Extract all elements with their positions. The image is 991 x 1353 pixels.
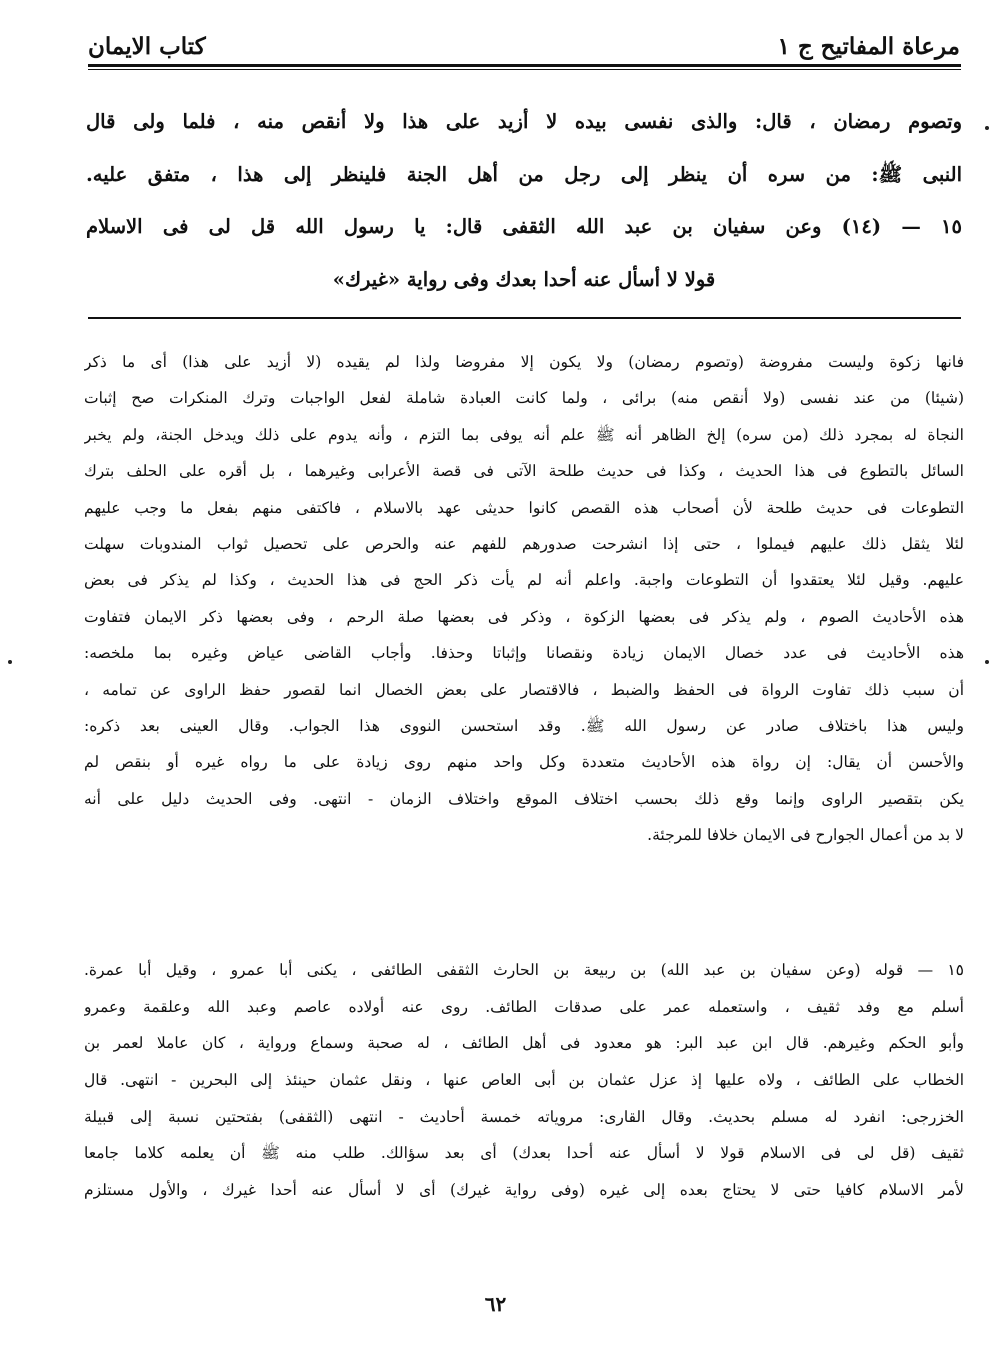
commentary-line: عليهم. وقيل لئلا يعتقدوا أن التطوعات واجبة. واعلم أنه لم يأت ذكر الحج فى هذا الحديث ، وكذا لم يذكر فى بعض [84,571,964,590]
commentary-line: والأحسن أن يقال: إن رواة هذه الأحاديث متعددة وكل واحد منهم روى زيادة على ما رواه غيره أو بنقص لم [84,753,964,772]
hadith-line: قولا لا أسأل عنه أحدا بعدك وفى رواية «غيرك» [332,267,716,291]
book-title: مرعاة المفاتيح ج ١ [777,33,960,60]
commentary-line: لا بد من أعمال الجوارح فى الايمان خلافا للمرجئة. [647,826,964,845]
commentary-block-2 [84,952,964,1209]
commentary-block-1 [84,344,964,853]
hadith-line: النبى ﷺ: من سره أن ينظر إلى رجل من أهل الجنة فلينظر إلى هذا ، متفق عليه. [86,162,962,186]
header-rule-thin [88,69,961,70]
hadith-line: ١٥ — (١٤) وعن سفيان بن عبد الله الثقفى قال: يا رسول الله قل لى فى الاسلام [86,215,962,238]
scan-speck [985,126,989,130]
commentary-line: أن سبب ذلك تفاوت الرواة فى الحفظ والضبط ، فالاقتصار على بعض الخصال انما لقصور حفظ الراوى عن تمامه ، [84,680,964,699]
scan-speck [985,660,989,664]
scan-speck [8,660,12,664]
commentary-line: الخطاب على الطائف ، ولاه عليها إذ عزل عثمان بن أبى العاص عنها ، ونقل عثمان حينئذ إلى البحرين - انتهى. قال [84,1071,964,1090]
commentary-line: النجاة له بمجرد ذلك (من سره) إلخ الظاهر أنه ﷺ علم أنه يوفى بما التزم ، وأنه يدوم على ذلك ويدخل الجنة، ولم يخبر [84,425,964,444]
commentary-line: هذه الأحاديث الصوم ، ولم يذكر فى بعضها الزكوة ، وذكر فى بعضها صلة الرحم ، وفى بعضها ذكر الايمان فتفاوت [84,607,964,626]
hadith-line: وتصوم رمضان ، قال: والذى نفسى بيده لا أزيد على هذا ولا أنقص منه ، فلما ولى قال [86,110,962,133]
section-divider [88,317,961,319]
commentary-line: يكن بتقصير الراوى وإنما وقع ذلك بحسب اختلاف الموقع واختلاف الزمان - انتهى. وفى الحديث دليل على أنه [84,789,964,808]
commentary-line: وليس هذا باختلاف صادر عن رسول الله ﷺ. وقد استحسن النووى هذا الجواب. وقال العينى بعد ذكره: [84,716,964,735]
commentary-line: فانها زكوة وليست مفروضة (وتصوم رمضان) ولا يكون إلا مفروضا ولذا لم يقيده (لا أزيد على هذا) أى ما ذكر [84,353,964,371]
running-header [88,18,960,62]
commentary-line: الخزرجى: انفرد له مسلم بحديث. وقال القارى: مروياته خمسة أحاديث - انتهى (الثقفى) بفتحتين نسبة إلى قبيلة [84,1107,964,1126]
hadith-text [86,96,962,306]
commentary-line: هذه الأحاديث فى عدد خصال الايمان زيادة ونقصانا وإثباتا وحذفا. وأجاب القاضى عياض وغيره بما ملخصه: [84,644,964,663]
commentary-line: السائل بالتطوع فى هذا الحديث ، وكذا فى حديث طلحة الآتى فى قصة الأعرابى وغيرهما ، بل أقره على الحلف بترك [84,462,964,481]
commentary-line: ١٥ — قوله (وعن سفيان بن عبد الله) بن ربيعة بن الحارث الثقفى الطائفى ، يكنى أبا عمرو ، وقيل أبا عمرة. [84,961,964,979]
commentary-line: لأمر الاسلام كافيا حتى لا يحتاج بعده إلى غيره (وفى رواية غيرك) أى لا أسأل عنه أحدا غيرك ، والأول مستلزم [84,1181,964,1200]
commentary-line: أسلم مع وفد ثقيف ، واستعمله عمر على صدقات الطائف. روى عنه أولاده عاصم وعبد الله وعلقمة وعمرو [84,997,964,1016]
chapter-title: كتاب الايمان [88,33,206,60]
header-rule-thick [88,64,961,67]
commentary-line: (شيئا) من عند نفسى (ولا أنقص منه) برائى ، ولما كانت العبادة شاملة لفعل الواجبات وترك المنكرات صح إثبات [84,389,964,408]
page-number: ٦٢ [484,1292,507,1316]
commentary-line: وأبو الحكم وغيرهم. قال ابن عبد البر: هو معدود فى أهل الطائف ، له صحبة وسماع ورواية ، كان عاملا لعمر بن [84,1034,964,1053]
commentary-line: لئلا يثقل ذلك عليهم فيملوا ، حتى إذا انشرحت صدورهم للفهم عنه والحرص على تحصيل ثواب المندوبات سهلت [84,534,964,553]
commentary-line: التطوعات فى حديث طلحة لأن أصحاب هذه القصص كانوا حديثى عهد بالاسلام ، فاكتفى منهم بفعل ما وجب عليهم [84,498,964,517]
commentary-line: ثقيف (قل لى فى الاسلام قولا لا أسأل عنه أحدا بعدك) أى بعد سؤالك. طلب منه ﷺ أن يعلمه كلاما جامعا [84,1144,964,1163]
